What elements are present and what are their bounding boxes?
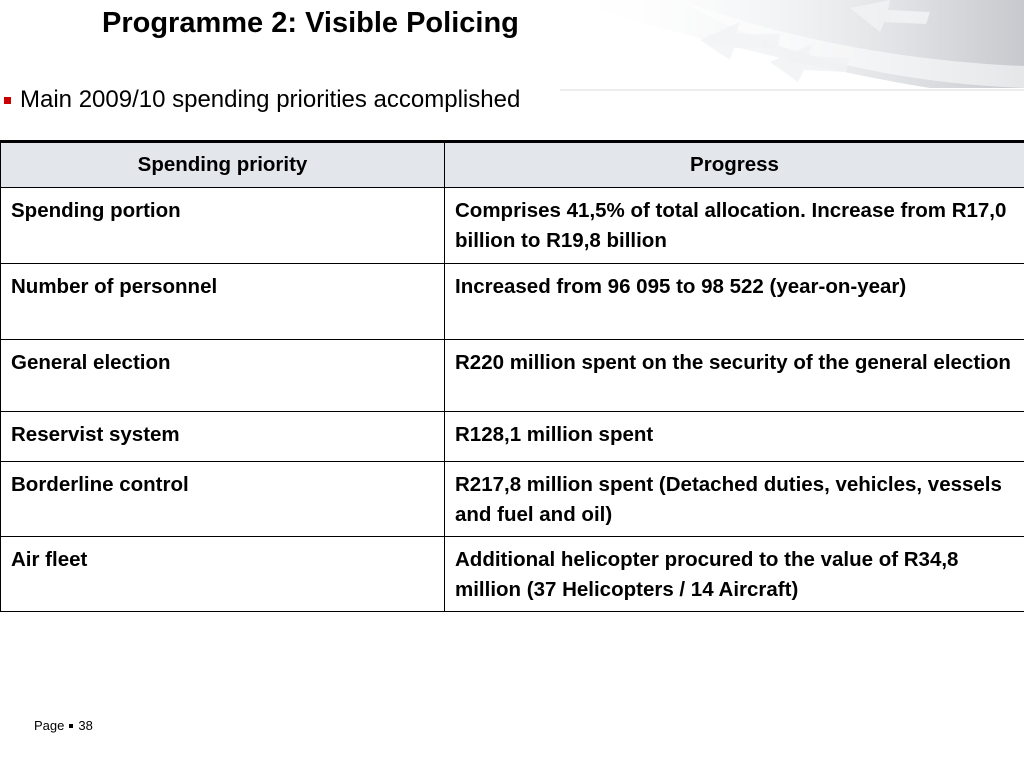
table-cell-progress: R128,1 million spent <box>445 412 1024 462</box>
table-header-row <box>1 142 1024 188</box>
table-row <box>1 188 1024 264</box>
separator-square-icon <box>69 724 73 728</box>
bullet-text: Main 2009/10 spending priorities accomplished <box>20 86 521 113</box>
bullet-item <box>0 84 520 116</box>
table-cell-priority: Reservist system <box>1 412 445 462</box>
slide-title: Programme 2: Visible Policing <box>102 7 519 39</box>
table-cell-progress: Additional helicopter procured to the value of R34,8 million (37 Helicopters / 14 Aircraft) <box>445 537 1024 612</box>
table-row <box>1 412 1024 462</box>
spending-priorities-table <box>0 140 1024 612</box>
column-header-progress: Progress <box>445 142 1024 188</box>
table-cell-progress: R217,8 million spent (Detached duties, vehicles, vessels and fuel and oil) <box>445 462 1024 537</box>
table-cell-priority: Spending portion <box>1 188 445 264</box>
page-number: 38 <box>78 718 93 733</box>
table-cell-priority: Air fleet <box>1 537 445 612</box>
table-cell-progress: R220 million spent on the security of the general election <box>445 340 1024 412</box>
column-header-spending-priority: Spending priority <box>1 142 445 188</box>
table-cell-priority: General election <box>1 340 445 412</box>
bullet-square-icon <box>4 97 11 104</box>
table-row <box>1 264 1024 340</box>
table-row <box>1 462 1024 537</box>
table-cell-progress: Comprises 41,5% of total allocation. Increase from R17,0 billion to R19,8 billion <box>445 188 1024 264</box>
table-cell-priority: Borderline control <box>1 462 445 537</box>
table-row <box>1 340 1024 412</box>
table-cell-progress: Increased from 96 095 to 98 522 (year-on-year) <box>445 264 1024 340</box>
table-row <box>1 537 1024 612</box>
table-cell-priority: Number of personnel <box>1 264 445 340</box>
page-label: Page <box>34 718 65 733</box>
page-footer <box>34 718 93 733</box>
